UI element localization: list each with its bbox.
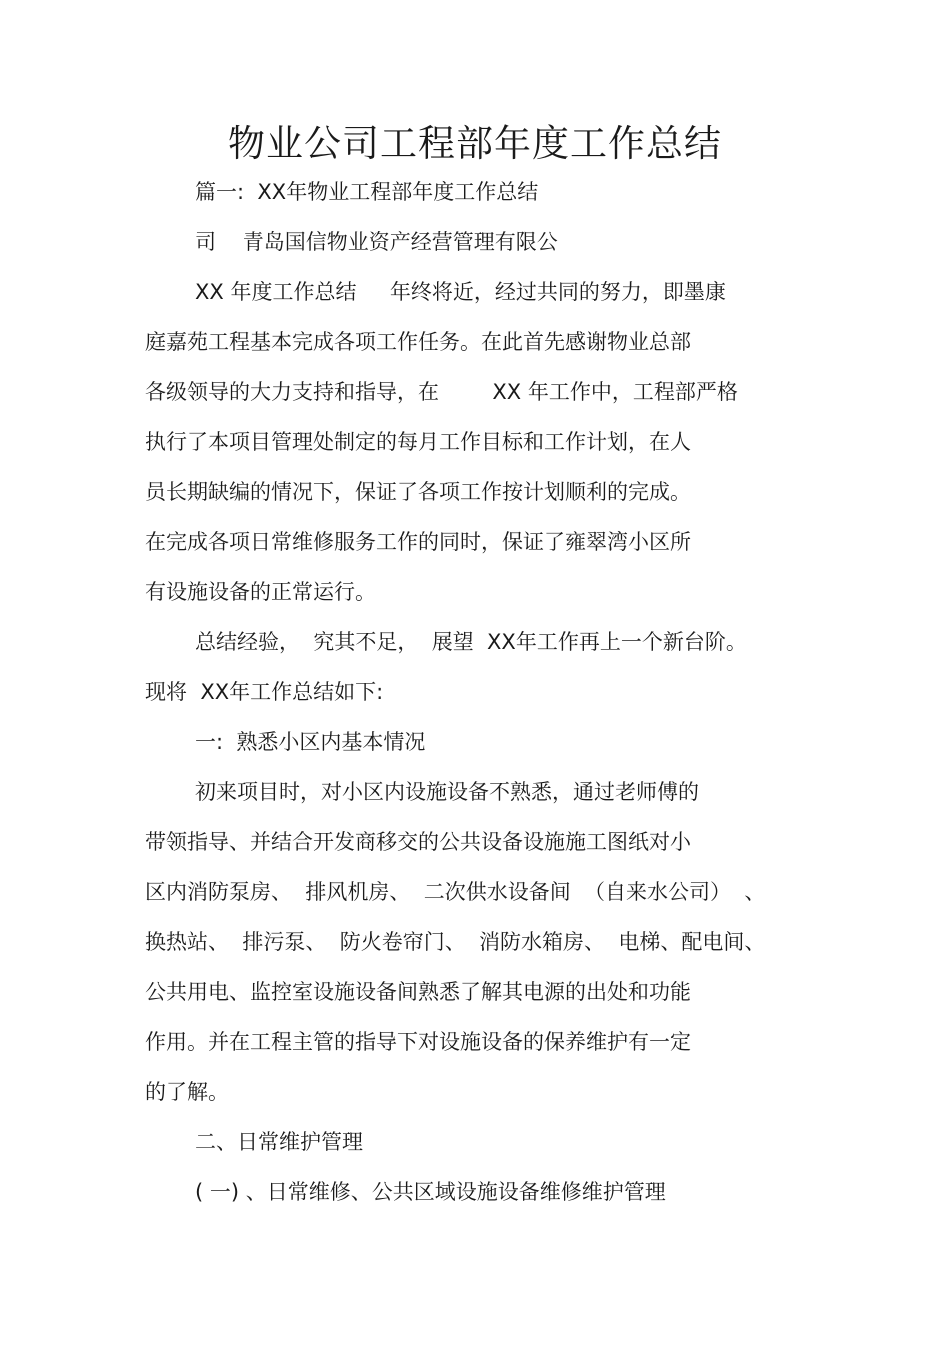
paragraph-line: 作用。并在工程主管的指导下对设施设备的保养维护有一定	[145, 1030, 691, 1054]
paragraph-line: XX 年度工作总结 年终将近，经过共同的努力，即墨康	[195, 280, 726, 304]
paragraph-line: 现将 XX年工作总结如下:	[145, 680, 384, 704]
paragraph-line: 执行了本项目管理处制定的每月工作目标和工作计划，在人	[145, 430, 691, 454]
section-heading: 二、日常维护管理	[195, 1130, 363, 1154]
paragraph-line: 公共用电、监控室设施设备间熟悉了解其电源的出处和功能	[145, 980, 691, 1004]
paragraph-line: 带领指导、并结合开发商移交的公共设备设施施工图纸对小	[145, 830, 691, 854]
paragraph-line: 区内消防泵房、 排风机房、 二次供水设备间 （自来水公司） 、	[145, 880, 766, 904]
paragraph-line: 初来项目时，对小区内设施设备不熟悉，通过老师傅的	[195, 780, 699, 804]
paragraph-line: 篇一: XX年物业工程部年度工作总结	[195, 180, 539, 204]
paragraph-line: 的了解。	[145, 1080, 229, 1104]
paragraph-line: 庭嘉苑工程基本完成各项工作任务。在此首先感谢物业总部	[145, 330, 691, 354]
document-title: 物业公司工程部年度工作总结	[228, 122, 722, 165]
paragraph-line: 员长期缺编的情况下，保证了各项工作按计划顺利的完成。	[145, 480, 691, 504]
paragraph-line: 各级领导的大力支持和指导，在 XX 年工作中，工程部严格	[145, 380, 738, 404]
subsection-heading: ( 一) 、日常维修、公共区域设施设备维修维护管理	[195, 1180, 666, 1204]
paragraph-line: 有设施设备的正常运行。	[145, 580, 376, 604]
paragraph-line: 在完成各项日常维修服务工作的同时，保证了雍翠湾小区所	[145, 530, 691, 554]
paragraph-line: 总结经验， 究其不足， 展望 XX年工作再上一个新台阶。	[195, 630, 747, 654]
paragraph-line: 司 青岛国信物业资产经营管理有限公	[195, 230, 558, 254]
paragraph-line: 换热站、 排污泵、 防火卷帘门、 消防水箱房、 电梯、配电间、	[145, 930, 766, 954]
section-heading: 一: 熟悉小区内基本情况	[195, 730, 426, 754]
